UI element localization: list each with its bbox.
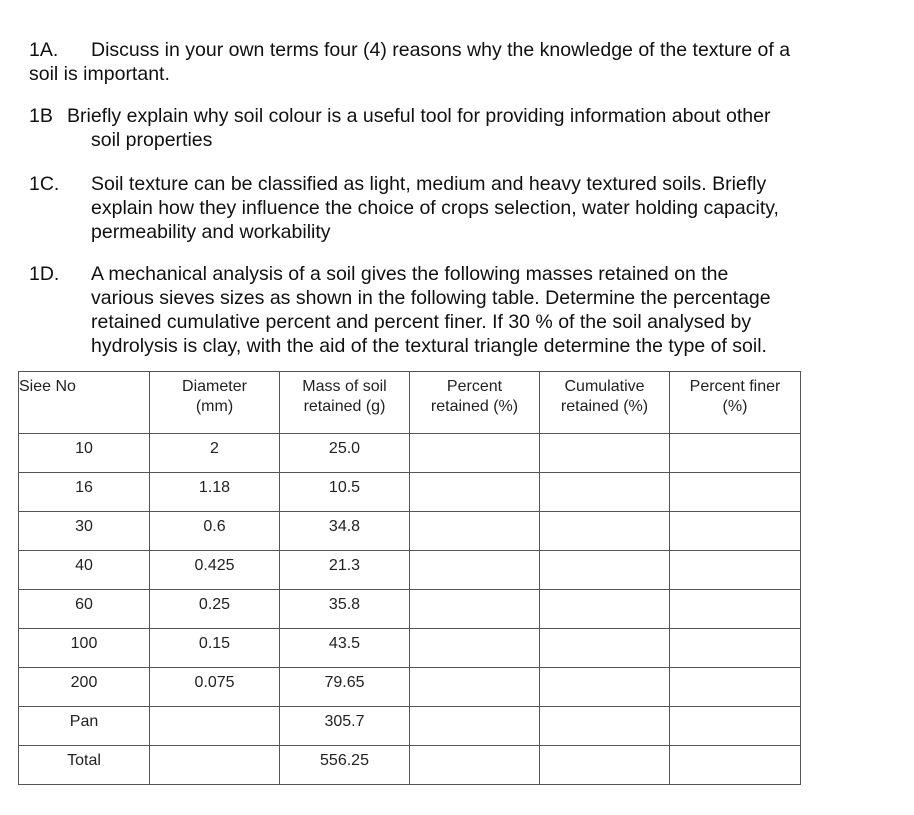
table-header-row [19, 372, 801, 434]
question-1a-text-line2: soil is important. [29, 63, 170, 85]
question-1c-text-line3: permeability and workability [91, 221, 331, 243]
cell-mass: 305.7 [280, 707, 410, 746]
question-1b [29, 104, 879, 152]
cell-finer [670, 512, 801, 551]
cell-cumulative [540, 551, 670, 590]
question-1c-text-line1: Soil texture can be classified as light, medium and heavy textured soils. Briefly [91, 173, 767, 195]
cell-sieve: 100 [19, 629, 150, 668]
question-1a-line1 [29, 38, 879, 62]
table-row [19, 512, 801, 551]
cell-mass: 10.5 [280, 473, 410, 512]
cell-cumulative [540, 434, 670, 473]
question-1d-text-line3: retained cumulative percent and percent finer. If 30 % of the soil analysed by [91, 311, 752, 333]
cell-percent [410, 629, 540, 668]
cell-diameter [150, 746, 280, 785]
question-1c-text-line2: explain how they influence the choice of crops selection, water holding capacity, [91, 197, 779, 219]
cell-finer [670, 629, 801, 668]
question-1d-number: 1D. [29, 263, 60, 285]
table-row-pan [19, 707, 801, 746]
table-row [19, 551, 801, 590]
cell-sieve: 60 [19, 590, 150, 629]
table-row [19, 668, 801, 707]
cell-cumulative [540, 707, 670, 746]
table-row [19, 434, 801, 473]
cell-sieve: 40 [19, 551, 150, 590]
cell-diameter: 0.15 [150, 629, 280, 668]
sieve-analysis-table [18, 371, 801, 785]
cell-diameter: 0.075 [150, 668, 280, 707]
cell-percent [410, 434, 540, 473]
cell-sieve: 10 [19, 434, 150, 473]
question-1d-text-line4: hydrolysis is clay, with the aid of the textural triangle determine the type of soil. [91, 335, 767, 357]
question-1d-text-line2: various sieves sizes as shown in the following table. Determine the percentage [91, 287, 771, 309]
question-1b-text-line2: soil properties [91, 129, 213, 151]
cell-finer [670, 746, 801, 785]
question-1c [29, 172, 879, 244]
cell-diameter: 1.18 [150, 473, 280, 512]
cell-percent [410, 512, 540, 551]
cell-cumulative [540, 590, 670, 629]
question-1b-text-line1: Briefly explain why soil colour is a useful tool for providing information about other [67, 105, 771, 127]
cell-cumulative [540, 629, 670, 668]
question-1d-text-line1: A mechanical analysis of a soil gives the following masses retained on the [91, 263, 729, 285]
question-1d [29, 262, 879, 358]
cell-percent [410, 746, 540, 785]
question-1c-number: 1C. [29, 173, 60, 195]
cell-sieve: 200 [19, 668, 150, 707]
cell-percent [410, 551, 540, 590]
cell-percent [410, 668, 540, 707]
question-1b-line1 [29, 104, 879, 128]
cell-mass: 25.0 [280, 434, 410, 473]
cell-diameter: 2 [150, 434, 280, 473]
table-row [19, 629, 801, 668]
cell-finer [670, 668, 801, 707]
header-cumulative-retained: Cumulative retained (%) [540, 372, 670, 434]
cell-diameter: 0.6 [150, 512, 280, 551]
table-row-total [19, 746, 801, 785]
cell-mass: 43.5 [280, 629, 410, 668]
table-row [19, 590, 801, 629]
cell-mass: 35.8 [280, 590, 410, 629]
cell-diameter: 0.425 [150, 551, 280, 590]
cell-mass: 79.65 [280, 668, 410, 707]
cell-finer [670, 434, 801, 473]
cell-finer [670, 473, 801, 512]
header-percent-finer: Percent finer (%) [670, 372, 801, 434]
cell-diameter: 0.25 [150, 590, 280, 629]
cell-percent [410, 590, 540, 629]
cell-mass: 21.3 [280, 551, 410, 590]
cell-sieve: Total [19, 746, 150, 785]
cell-sieve: 30 [19, 512, 150, 551]
cell-sieve: Pan [19, 707, 150, 746]
cell-cumulative [540, 668, 670, 707]
question-1b-number: 1B [29, 105, 53, 127]
header-mass-retained: Mass of soil retained (g) [280, 372, 410, 434]
header-sieve-no: Siee No [19, 372, 150, 434]
cell-mass: 556.25 [280, 746, 410, 785]
cell-finer [670, 551, 801, 590]
cell-cumulative [540, 473, 670, 512]
cell-mass: 34.8 [280, 512, 410, 551]
cell-finer [670, 590, 801, 629]
cell-diameter [150, 707, 280, 746]
question-1c-line1 [29, 172, 879, 196]
table-row [19, 473, 801, 512]
cell-finer [670, 707, 801, 746]
question-1a-number: 1A. [29, 39, 59, 61]
cell-percent [410, 707, 540, 746]
cell-cumulative [540, 746, 670, 785]
header-percent-retained: Percent retained (%) [410, 372, 540, 434]
cell-percent [410, 473, 540, 512]
header-diameter: Diameter (mm) [150, 372, 280, 434]
question-1a [29, 38, 879, 86]
cell-cumulative [540, 512, 670, 551]
cell-sieve: 16 [19, 473, 150, 512]
question-1d-line1 [29, 262, 879, 286]
question-1a-text-line1: Discuss in your own terms four (4) reasons why the knowledge of the texture of a [91, 39, 791, 61]
